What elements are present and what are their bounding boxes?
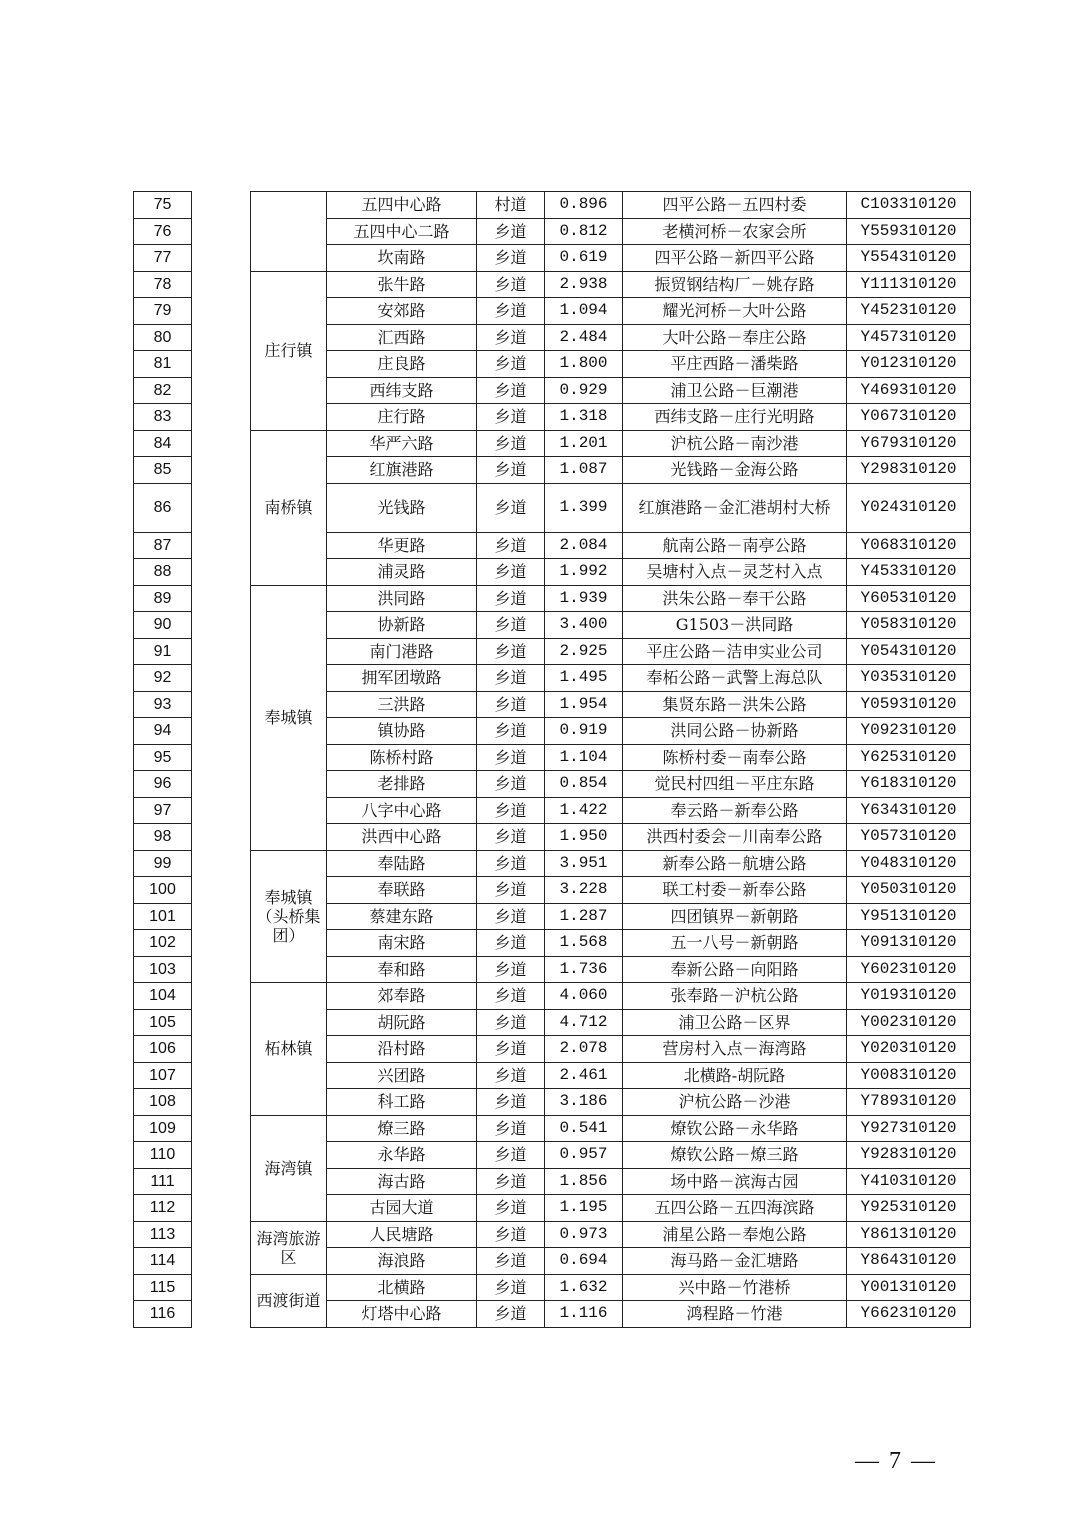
road-code-cell: Y951310120 xyxy=(847,903,971,930)
road-length-cell: 3.951 xyxy=(545,850,623,877)
road-code-cell: Y001310120 xyxy=(847,1274,971,1301)
town-cell: 海湾旅游区 xyxy=(251,1221,327,1274)
road-length-cell: 1.954 xyxy=(545,691,623,718)
road-grade-cell: 乡道 xyxy=(477,271,545,298)
road-grade-cell: 乡道 xyxy=(477,956,545,983)
road-grade-cell: 乡道 xyxy=(477,1221,545,1248)
row-number-cell: 82 xyxy=(134,377,192,404)
road-code-cell: C103310120 xyxy=(847,192,971,219)
road-code-cell: Y058310120 xyxy=(847,612,971,639)
road-length-cell: 1.399 xyxy=(545,483,623,532)
road-grade-cell: 乡道 xyxy=(477,612,545,639)
road-grade-cell: 乡道 xyxy=(477,665,545,692)
row-number-cell: 113 xyxy=(134,1221,192,1248)
road-section-cell: 四平公路－新四平公路 xyxy=(623,245,847,272)
road-section-cell: 沪杭公路－南沙港 xyxy=(623,430,847,457)
road-length-cell: 1.495 xyxy=(545,665,623,692)
road-length-cell: 1.939 xyxy=(545,585,623,612)
road-section-cell: 鸿程路－竹港 xyxy=(623,1301,847,1328)
road-grade-cell: 乡道 xyxy=(477,1142,545,1169)
road-grade-cell: 乡道 xyxy=(477,585,545,612)
road-code-cell: Y020310120 xyxy=(847,1036,971,1063)
town-cell: 庄行镇 xyxy=(251,271,327,430)
road-grade-cell: 乡道 xyxy=(477,877,545,904)
road-grade-cell: 乡道 xyxy=(477,1009,545,1036)
road-code-cell: Y452310120 xyxy=(847,298,971,325)
road-length-cell: 2.084 xyxy=(545,532,623,559)
road-name-cell: 灯塔中心路 xyxy=(327,1301,477,1328)
road-name-cell: 八字中心路 xyxy=(327,797,477,824)
road-code-cell: Y092310120 xyxy=(847,718,971,745)
road-name-cell: 洪西中心路 xyxy=(327,824,477,851)
road-name-cell: 镇协路 xyxy=(327,718,477,745)
road-length-cell: 2.938 xyxy=(545,271,623,298)
road-code-cell: Y625310120 xyxy=(847,744,971,771)
road-section-cell: 洪西村委会－川南奉公路 xyxy=(623,824,847,851)
road-section-cell: 振贸钢结构厂－姚存路 xyxy=(623,271,847,298)
row-number-cell: 90 xyxy=(134,612,192,639)
road-name-cell: 坎南路 xyxy=(327,245,477,272)
row-number-cell: 101 xyxy=(134,903,192,930)
road-section-cell: 五一八号－新朝路 xyxy=(623,930,847,957)
road-name-cell: 陈桥村路 xyxy=(327,744,477,771)
town-cell: 奉城镇（头桥集团） xyxy=(251,850,327,983)
road-grade-cell: 乡道 xyxy=(477,532,545,559)
road-name-cell: 张牛路 xyxy=(327,271,477,298)
row-number-cell: 100 xyxy=(134,877,192,904)
road-section-cell: 平庄西路－潘柴路 xyxy=(623,351,847,378)
row-number-cell: 115 xyxy=(134,1274,192,1301)
road-grade-cell: 村道 xyxy=(477,192,545,219)
road-length-cell: 0.896 xyxy=(545,192,623,219)
row-number-cell: 99 xyxy=(134,850,192,877)
road-grade-cell: 乡道 xyxy=(477,771,545,798)
road-code-cell: Y059310120 xyxy=(847,691,971,718)
road-code-cell: Y864310120 xyxy=(847,1248,971,1275)
road-section-cell: 奉云路－新奉公路 xyxy=(623,797,847,824)
road-grade-cell: 乡道 xyxy=(477,718,545,745)
road-code-cell: Y002310120 xyxy=(847,1009,971,1036)
road-section-cell: 海马路－金汇塘路 xyxy=(623,1248,847,1275)
road-grade-cell: 乡道 xyxy=(477,1036,545,1063)
road-code-cell: Y035310120 xyxy=(847,665,971,692)
road-length-cell: 1.195 xyxy=(545,1195,623,1222)
road-name-cell: 海古路 xyxy=(327,1168,477,1195)
road-section-cell: 北横路-胡阮路 xyxy=(623,1062,847,1089)
road-section-cell: 洪同公路－协新路 xyxy=(623,718,847,745)
road-length-cell: 2.484 xyxy=(545,324,623,351)
district-cell xyxy=(192,192,251,1328)
table-row xyxy=(134,271,971,298)
table-row xyxy=(134,1274,971,1301)
road-name-cell: 红旗港路 xyxy=(327,457,477,484)
row-number-cell: 116 xyxy=(134,1301,192,1328)
road-length-cell: 1.094 xyxy=(545,298,623,325)
road-length-cell: 1.632 xyxy=(545,1274,623,1301)
road-code-cell: Y618310120 xyxy=(847,771,971,798)
row-number-cell: 89 xyxy=(134,585,192,612)
road-grade-cell: 乡道 xyxy=(477,930,545,957)
road-name-cell: 古园大道 xyxy=(327,1195,477,1222)
road-code-cell: Y298310120 xyxy=(847,457,971,484)
road-length-cell: 2.461 xyxy=(545,1062,623,1089)
row-number-cell: 96 xyxy=(134,771,192,798)
road-name-cell: 浦灵路 xyxy=(327,559,477,586)
road-length-cell: 1.287 xyxy=(545,903,623,930)
road-name-cell: 海浪路 xyxy=(327,1248,477,1275)
road-section-cell: 燎钦公路－永华路 xyxy=(623,1115,847,1142)
road-section-cell: 老横河桥－农家会所 xyxy=(623,218,847,245)
road-section-cell: 沪杭公路－沙港 xyxy=(623,1089,847,1116)
road-section-cell: 洪朱公路－奉干公路 xyxy=(623,585,847,612)
road-code-cell: Y057310120 xyxy=(847,824,971,851)
road-grade-cell: 乡道 xyxy=(477,559,545,586)
road-code-cell: Y679310120 xyxy=(847,430,971,457)
road-section-cell: 张奉路－沪杭公路 xyxy=(623,983,847,1010)
road-name-cell: 汇西路 xyxy=(327,324,477,351)
road-name-cell: 郊奉路 xyxy=(327,983,477,1010)
road-code-cell: Y927310120 xyxy=(847,1115,971,1142)
road-length-cell: 0.694 xyxy=(545,1248,623,1275)
road-code-cell: Y453310120 xyxy=(847,559,971,586)
road-section-cell: 燎钦公路－燎三路 xyxy=(623,1142,847,1169)
road-code-cell: Y925310120 xyxy=(847,1195,971,1222)
road-grade-cell: 乡道 xyxy=(477,218,545,245)
road-name-cell: 庄行路 xyxy=(327,404,477,431)
road-name-cell: 人民塘路 xyxy=(327,1221,477,1248)
road-code-cell: Y091310120 xyxy=(847,930,971,957)
road-section-cell: 航南公路－南亭公路 xyxy=(623,532,847,559)
row-number-cell: 110 xyxy=(134,1142,192,1169)
road-name-cell: 奉陆路 xyxy=(327,850,477,877)
road-length-cell: 0.812 xyxy=(545,218,623,245)
road-section-cell: 陈桥村委－南奉公路 xyxy=(623,744,847,771)
road-name-cell: 安郊路 xyxy=(327,298,477,325)
row-number-cell: 97 xyxy=(134,797,192,824)
road-name-cell: 五四中心二路 xyxy=(327,218,477,245)
road-code-cell: Y602310120 xyxy=(847,956,971,983)
road-name-cell: 永华路 xyxy=(327,1142,477,1169)
road-code-cell: Y861310120 xyxy=(847,1221,971,1248)
road-grade-cell: 乡道 xyxy=(477,983,545,1010)
road-code-cell: Y457310120 xyxy=(847,324,971,351)
row-number-cell: 105 xyxy=(134,1009,192,1036)
road-code-cell: Y050310120 xyxy=(847,877,971,904)
road-list-table xyxy=(133,191,971,1328)
row-number-cell: 84 xyxy=(134,430,192,457)
road-grade-cell: 乡道 xyxy=(477,824,545,851)
road-length-cell: 4.712 xyxy=(545,1009,623,1036)
row-number-cell: 77 xyxy=(134,245,192,272)
road-grade-cell: 乡道 xyxy=(477,483,545,532)
road-grade-cell: 乡道 xyxy=(477,404,545,431)
row-number-cell: 111 xyxy=(134,1168,192,1195)
road-section-cell: 耀光河桥－大叶公路 xyxy=(623,298,847,325)
row-number-cell: 91 xyxy=(134,638,192,665)
road-code-cell: Y048310120 xyxy=(847,850,971,877)
road-section-cell: 吴塘村入点－灵芝村入点 xyxy=(623,559,847,586)
road-length-cell: 0.973 xyxy=(545,1221,623,1248)
road-section-cell: G1503－洪同路 xyxy=(623,612,847,639)
road-name-cell: 科工路 xyxy=(327,1089,477,1116)
road-section-cell: 西纬支路－庄行光明路 xyxy=(623,404,847,431)
road-code-cell: Y068310120 xyxy=(847,532,971,559)
road-length-cell: 4.060 xyxy=(545,983,623,1010)
road-name-cell: 光钱路 xyxy=(327,483,477,532)
road-section-cell: 场中路－滨海古园 xyxy=(623,1168,847,1195)
road-length-cell: 1.104 xyxy=(545,744,623,771)
road-length-cell: 1.736 xyxy=(545,956,623,983)
road-section-cell: 光钱路－金海公路 xyxy=(623,457,847,484)
road-name-cell: 蔡建东路 xyxy=(327,903,477,930)
road-code-cell: Y605310120 xyxy=(847,585,971,612)
road-name-cell: 协新路 xyxy=(327,612,477,639)
row-number-cell: 112 xyxy=(134,1195,192,1222)
road-section-cell: 兴中路－竹港桥 xyxy=(623,1274,847,1301)
road-code-cell: Y662310120 xyxy=(847,1301,971,1328)
road-grade-cell: 乡道 xyxy=(477,850,545,877)
road-section-cell: 新奉公路－航塘公路 xyxy=(623,850,847,877)
row-number-cell: 92 xyxy=(134,665,192,692)
row-number-cell: 109 xyxy=(134,1115,192,1142)
row-number-cell: 98 xyxy=(134,824,192,851)
row-number-cell: 85 xyxy=(134,457,192,484)
road-code-cell: Y054310120 xyxy=(847,638,971,665)
road-grade-cell: 乡道 xyxy=(477,351,545,378)
road-section-cell: 五四公路－五四海滨路 xyxy=(623,1195,847,1222)
road-grade-cell: 乡道 xyxy=(477,298,545,325)
road-name-cell: 胡阮路 xyxy=(327,1009,477,1036)
road-section-cell: 浦星公路－奉炮公路 xyxy=(623,1221,847,1248)
road-name-cell: 南门港路 xyxy=(327,638,477,665)
road-grade-cell: 乡道 xyxy=(477,1115,545,1142)
road-section-cell: 平庄公路－洁申实业公司 xyxy=(623,638,847,665)
road-section-cell: 觉民村四组－平庄东路 xyxy=(623,771,847,798)
road-length-cell: 3.186 xyxy=(545,1089,623,1116)
road-length-cell: 2.925 xyxy=(545,638,623,665)
road-code-cell: Y111310120 xyxy=(847,271,971,298)
road-name-cell: 兴团路 xyxy=(327,1062,477,1089)
road-length-cell: 1.856 xyxy=(545,1168,623,1195)
table-row xyxy=(134,192,971,219)
town-cell xyxy=(251,192,327,272)
road-section-cell: 集贤东路－洪朱公路 xyxy=(623,691,847,718)
road-name-cell: 北横路 xyxy=(327,1274,477,1301)
road-section-cell: 营房村入点－海湾路 xyxy=(623,1036,847,1063)
row-number-cell: 80 xyxy=(134,324,192,351)
row-number-cell: 93 xyxy=(134,691,192,718)
road-length-cell: 0.619 xyxy=(545,245,623,272)
road-code-cell: Y008310120 xyxy=(847,1062,971,1089)
road-length-cell: 3.400 xyxy=(545,612,623,639)
road-length-cell: 1.422 xyxy=(545,797,623,824)
town-cell: 南桥镇 xyxy=(251,430,327,585)
road-length-cell: 3.228 xyxy=(545,877,623,904)
row-number-cell: 103 xyxy=(134,956,192,983)
road-length-cell: 2.078 xyxy=(545,1036,623,1063)
road-grade-cell: 乡道 xyxy=(477,638,545,665)
row-number-cell: 102 xyxy=(134,930,192,957)
row-number-cell: 79 xyxy=(134,298,192,325)
road-code-cell: Y012310120 xyxy=(847,351,971,378)
road-grade-cell: 乡道 xyxy=(477,324,545,351)
road-name-cell: 奉和路 xyxy=(327,956,477,983)
road-code-cell: Y024310120 xyxy=(847,483,971,532)
road-grade-cell: 乡道 xyxy=(477,903,545,930)
road-code-cell: Y410310120 xyxy=(847,1168,971,1195)
road-name-cell: 老排路 xyxy=(327,771,477,798)
road-grade-cell: 乡道 xyxy=(477,1248,545,1275)
row-number-cell: 76 xyxy=(134,218,192,245)
road-name-cell: 洪同路 xyxy=(327,585,477,612)
road-grade-cell: 乡道 xyxy=(477,691,545,718)
road-length-cell: 1.568 xyxy=(545,930,623,957)
road-length-cell: 1.087 xyxy=(545,457,623,484)
table-row xyxy=(134,1115,971,1142)
road-grade-cell: 乡道 xyxy=(477,744,545,771)
table-row xyxy=(134,585,971,612)
road-length-cell: 1.992 xyxy=(545,559,623,586)
row-number-cell: 107 xyxy=(134,1062,192,1089)
road-name-cell: 三洪路 xyxy=(327,691,477,718)
road-length-cell: 0.541 xyxy=(545,1115,623,1142)
page-number: — 7 — xyxy=(855,1448,937,1474)
row-number-cell: 114 xyxy=(134,1248,192,1275)
road-name-cell: 燎三路 xyxy=(327,1115,477,1142)
table-row xyxy=(134,1221,971,1248)
road-grade-cell: 乡道 xyxy=(477,1089,545,1116)
road-section-cell: 浦卫公路－巨潮港 xyxy=(623,377,847,404)
row-number-cell: 88 xyxy=(134,559,192,586)
row-number-cell: 86 xyxy=(134,483,192,532)
row-number-cell: 81 xyxy=(134,351,192,378)
road-grade-cell: 乡道 xyxy=(477,1168,545,1195)
table-row xyxy=(134,430,971,457)
row-number-cell: 83 xyxy=(134,404,192,431)
road-section-cell: 四平公路－五四村委 xyxy=(623,192,847,219)
road-length-cell: 0.957 xyxy=(545,1142,623,1169)
road-code-cell: Y067310120 xyxy=(847,404,971,431)
town-cell: 海湾镇 xyxy=(251,1115,327,1221)
road-grade-cell: 乡道 xyxy=(477,1274,545,1301)
road-name-cell: 华严六路 xyxy=(327,430,477,457)
road-length-cell: 0.919 xyxy=(545,718,623,745)
town-cell: 西渡街道 xyxy=(251,1274,327,1327)
road-grade-cell: 乡道 xyxy=(477,377,545,404)
row-number-cell: 108 xyxy=(134,1089,192,1116)
road-code-cell: Y634310120 xyxy=(847,797,971,824)
road-grade-cell: 乡道 xyxy=(477,797,545,824)
road-section-cell: 红旗港路－金汇港胡村大桥 xyxy=(623,483,847,532)
road-code-cell: Y469310120 xyxy=(847,377,971,404)
town-cell: 柘林镇 xyxy=(251,983,327,1116)
road-code-cell: Y559310120 xyxy=(847,218,971,245)
road-length-cell: 1.318 xyxy=(545,404,623,431)
road-grade-cell: 乡道 xyxy=(477,1301,545,1328)
road-code-cell: Y928310120 xyxy=(847,1142,971,1169)
road-name-cell: 庄良路 xyxy=(327,351,477,378)
road-name-cell: 南宋路 xyxy=(327,930,477,957)
row-number-cell: 87 xyxy=(134,532,192,559)
road-length-cell: 1.116 xyxy=(545,1301,623,1328)
road-grade-cell: 乡道 xyxy=(477,457,545,484)
road-name-cell: 沿村路 xyxy=(327,1036,477,1063)
road-section-cell: 联工村委－新奉公路 xyxy=(623,877,847,904)
road-code-cell: Y789310120 xyxy=(847,1089,971,1116)
road-section-cell: 奉新公路－向阳路 xyxy=(623,956,847,983)
road-name-cell: 五四中心路 xyxy=(327,192,477,219)
road-grade-cell: 乡道 xyxy=(477,245,545,272)
row-number-cell: 106 xyxy=(134,1036,192,1063)
road-name-cell: 西纬支路 xyxy=(327,377,477,404)
road-length-cell: 1.950 xyxy=(545,824,623,851)
road-length-cell: 1.800 xyxy=(545,351,623,378)
road-code-cell: Y554310120 xyxy=(847,245,971,272)
road-section-cell: 四团镇界－新朝路 xyxy=(623,903,847,930)
row-number-cell: 95 xyxy=(134,744,192,771)
table-body xyxy=(134,192,971,1328)
road-grade-cell: 乡道 xyxy=(477,430,545,457)
road-length-cell: 1.201 xyxy=(545,430,623,457)
road-section-cell: 大叶公路－奉庄公路 xyxy=(623,324,847,351)
road-section-cell: 奉柘公路－武警上海总队 xyxy=(623,665,847,692)
row-number-cell: 94 xyxy=(134,718,192,745)
road-section-cell: 浦卫公路－区界 xyxy=(623,1009,847,1036)
road-code-cell: Y019310120 xyxy=(847,983,971,1010)
road-grade-cell: 乡道 xyxy=(477,1195,545,1222)
row-number-cell: 104 xyxy=(134,983,192,1010)
table-row xyxy=(134,983,971,1010)
road-name-cell: 拥军团墩路 xyxy=(327,665,477,692)
table-row xyxy=(134,850,971,877)
road-name-cell: 奉联路 xyxy=(327,877,477,904)
road-length-cell: 0.929 xyxy=(545,377,623,404)
row-number-cell: 75 xyxy=(134,192,192,219)
town-cell: 奉城镇 xyxy=(251,585,327,850)
road-grade-cell: 乡道 xyxy=(477,1062,545,1089)
row-number-cell: 78 xyxy=(134,271,192,298)
road-length-cell: 0.854 xyxy=(545,771,623,798)
road-name-cell: 华更路 xyxy=(327,532,477,559)
